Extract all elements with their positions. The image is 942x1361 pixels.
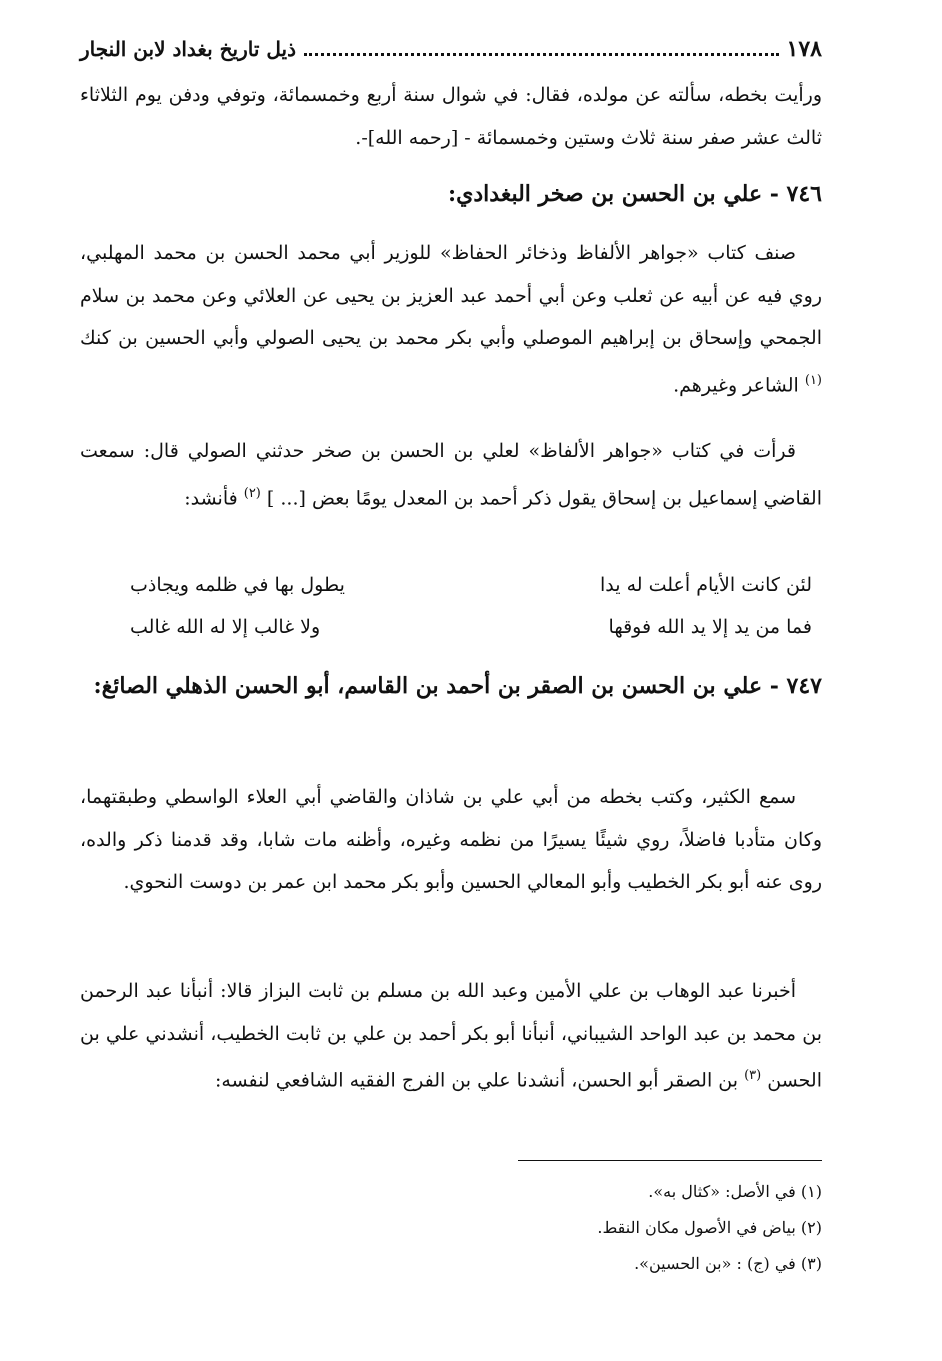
intro-paragraph: ورأيت بخطه، سألته عن مولده، فقال: في شوال سنة أربع وخمسمائة، وتوفي ودفن يوم الثلاثاء ثالث عشر صفر سنة ثلاث وستين وخمسمائة - [رحمه الله]-. [80, 84, 822, 149]
body-paragraph [80, 232, 822, 406]
verse-line [80, 564, 822, 606]
entry-746 [80, 173, 822, 215]
footnotes [80, 1174, 822, 1282]
book-page [80, 30, 822, 1330]
intro-paragraph-block [80, 74, 822, 159]
running-title: ذيل تاريخ بغداد لابن النجار [80, 37, 296, 61]
poem-verses [80, 564, 822, 648]
footnote-marker: (١) [804, 372, 822, 388]
verse-first-hemistich: لئن كانت الأيام أعلت له يدا [600, 574, 812, 596]
body-paragraph [80, 430, 822, 519]
entry-747-paragraph-1 [80, 776, 822, 904]
entry-heading-747: ٧٤٧ - علي بن الحسن بن الصقر بن أحمد بن القاسم، أبو الحسن الذهلي الصائغ: [93, 673, 822, 699]
body-paragraph [80, 970, 822, 1102]
paragraph-text: الشاعر وغيرهم. [673, 373, 799, 396]
footnote-separator [518, 1160, 822, 1161]
entry-746-paragraph-1 [80, 232, 822, 406]
entry-746-paragraph-2 [80, 430, 822, 519]
body-paragraph: سمع الكثير، وكتب بخطه من أبي علي بن شاذان والقاضي أبي العلاء الواسطي وطبقتهما، وكان متأدبا فاضلاً، روي شيئًا يسيرًا من نظمه وغيره، وأظنه مات شابا، وقد قدمنا ذكر والده، روى عنه أبو بكر الخطيب وأبو المعالي الحسين وأبو بكر محمد ابن عمر بن دوست النحوي. [80, 786, 823, 893]
footnote-marker: (٢) [243, 485, 261, 501]
footnote: (٢) بياض في الأصول مكان النقط. [597, 1218, 822, 1237]
verse-second-hemistich: ولا غالب إلا له الله غالب [130, 616, 321, 638]
verse-second-hemistich: يطول بها في ظلمه ويجاذب [130, 574, 345, 596]
paragraph-text: أخبرنا عبد الوهاب بن علي الأمين وعبد الله بن مسلم بن ثابت البزاز قالا: أنبأنا عبد الرحمن بن محمد بن عبد الواحد الشيباني، أنبأنا أبو بكر أحمد بن علي بن ثابت الخطيب، أنشدني علي بن الحسن [80, 980, 822, 1092]
entry-heading-746: ٧٤٦ - علي بن الحسن بن صخر البغدادي: [448, 181, 822, 207]
entry-747-paragraph-2 [80, 970, 822, 1102]
running-header [80, 36, 822, 66]
footnote-marker: (٣) [744, 1068, 762, 1083]
paragraph-text: فأنشد: [184, 486, 238, 509]
paragraph-text: صنف كتاب «جواهر الألفاظ وذخائر الحفاظ» للوزير أبي محمد الحسن بن محمد المهلبي، روي فيه عن أبيه عن ثعلب وعن أبي أحمد عبد العزيز بن يحيى عن العلائي وعن محمد بن سلام الجمحي وإسحاق بن إبراهيم الموصلي وأبي بكر محمد بن يحيى الصولي وأبي الحسين بن كنك [80, 242, 822, 349]
footnote: (١) في الأصل: «كثال به». [648, 1182, 822, 1201]
header-dotted-leader [304, 53, 779, 56]
page-number: ١٧٨ [786, 36, 822, 62]
verse-line [80, 606, 822, 648]
paragraph-text: قرأت في كتاب «جواهر الألفاظ» لعلي بن الحسن بن صخر حدثني الصولي قال: سمعت القاضي إسماعيل بن إسحاق يقول ذكر أحمد بن المعدل يومًا بعض [... ] [80, 440, 822, 509]
footnote: (٣) في (ج) : «بن الحسين». [634, 1254, 822, 1273]
entry-747 [80, 665, 822, 707]
verse-first-hemistich: فما من يد إلا يد الله فوقها [608, 616, 812, 638]
paragraph-text: بن الصقر أبو الحسن، أنشدنا علي بن الفرج الفقيه الشافعي لنفسه: [214, 1069, 739, 1092]
